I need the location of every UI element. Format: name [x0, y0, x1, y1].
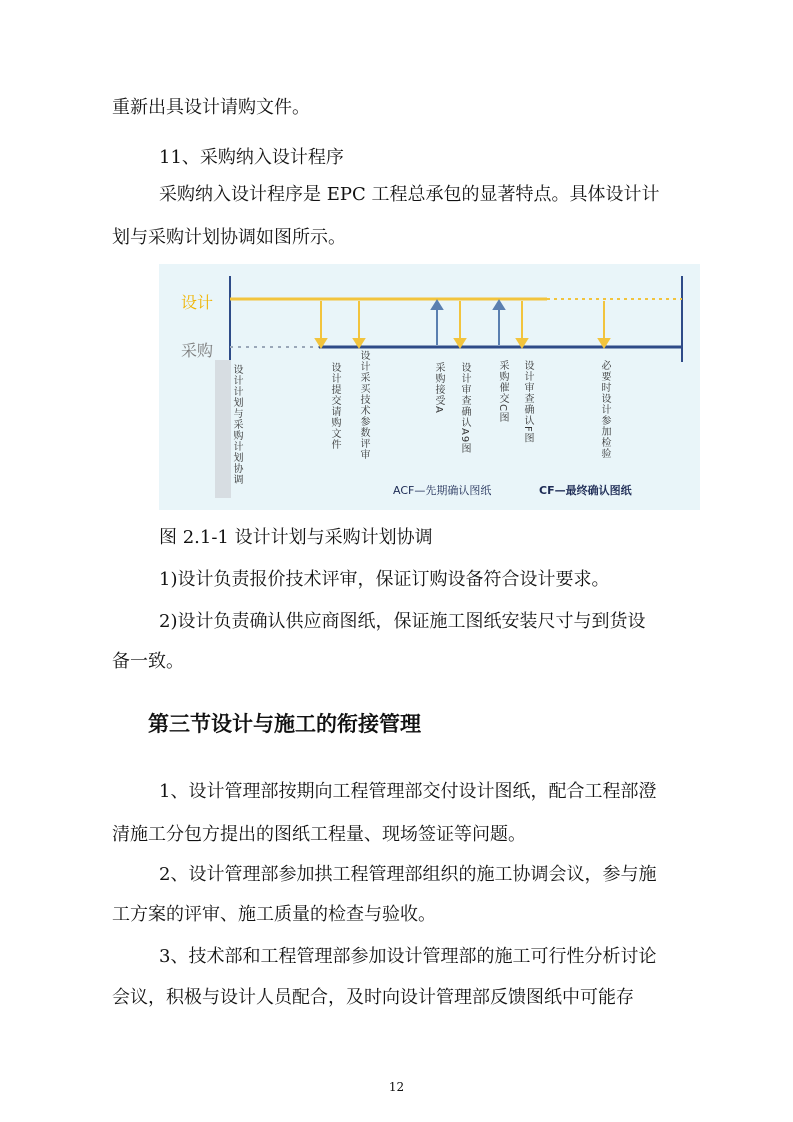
paragraph-line: 工方案的评审、施工质量的检查与验收。 [112, 904, 436, 925]
paragraph-line: 采购纳入设计程序是 EPC 工程总承包的显著特点。具体设计计 [159, 184, 660, 205]
page-number: 12 [388, 1080, 405, 1094]
legend-acf: ACF—先期确认图纸 [393, 484, 492, 497]
diagram-label: 设计提交请购文件 [329, 362, 340, 450]
lane-label-procure: 采购 [181, 341, 214, 360]
paragraph-line: 会议，积极与设计人员配合，及时向设计管理部反馈图纸中可能存 [112, 987, 634, 1008]
paragraph-line: 清施工分包方提出的图纸工程量、现场签证等问题。 [112, 824, 526, 845]
coordination-diagram [159, 264, 700, 510]
paragraph-line: 3、技术部和工程管理部参加设计管理部的施工可行性分析讨论 [159, 946, 657, 967]
paragraph-line: 重新出具设计请购文件。 [112, 97, 310, 118]
diagram-label: 设计采买技术参数评审 [358, 350, 369, 460]
figure-caption: 图 2.1-1 设计计划与采购计划协调 [159, 527, 433, 548]
list-item: 1)设计负责报价技术评审，保证订购设备符合设计要求。 [159, 569, 610, 590]
diagram-label: 设计审查确认F图 [522, 360, 533, 444]
list-item: 备一致。 [112, 651, 184, 672]
diagram-label: 设计计划与采购计划协调 [231, 364, 242, 485]
diagram-label: 采购催交C图 [497, 360, 508, 423]
section-title: 第三节设计与施工的衔接管理 [148, 712, 421, 736]
paragraph-line: 1、设计管理部按期向工程管理部交付设计图纸，配合工程部澄 [159, 781, 657, 802]
diagram-label: 采购接受A [433, 362, 444, 414]
diagram-label: 设计审查确认A9图 [459, 362, 470, 455]
legend-cf: CF—最终确认图纸 [539, 484, 632, 497]
paragraph-line: 划与采购计划协调如图所示。 [112, 227, 346, 248]
lane-label-design: 设计 [181, 293, 214, 312]
paragraph-line: 11、采购纳入设计程序 [159, 147, 344, 168]
diagram-label: 必要时设计参加检验 [599, 360, 610, 459]
list-item: 2)设计负责确认供应商图纸，保证施工图纸安装尺寸与到货设 [159, 611, 646, 632]
paragraph-line: 2、设计管理部参加拱工程管理部组织的施工协调会议，参与施 [159, 864, 657, 885]
